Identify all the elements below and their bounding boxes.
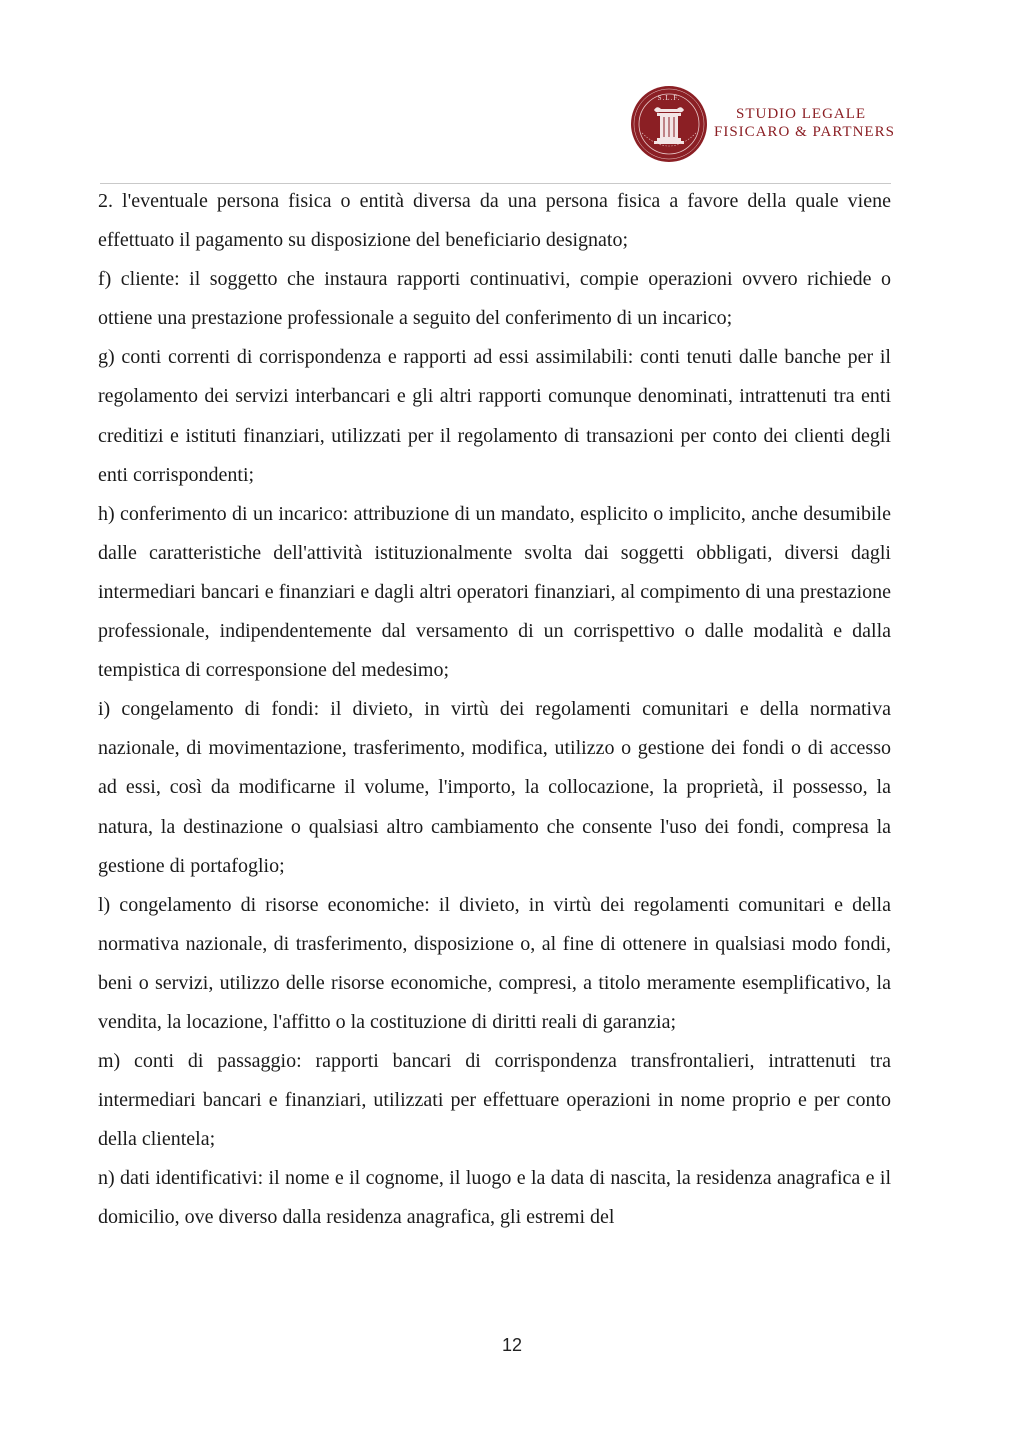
firm-name-line-2: FISICARO & PARTNERS — [714, 124, 895, 140]
paragraph: m) conti di passaggio: rapporti bancari di corrispondenza transfrontalieri, intrattenuti tra intermediari bancari e finanziari, utilizzati per effettuare operazioni in nome proprio e per conto della clientela; — [98, 1050, 891, 1151]
paragraph: i) congelamento di fondi: il divieto, in virtù dei regolamenti comunitari e della normativa nazionale, di movimentazione, trasferimento, modifica, utilizzo o gestione dei fondi o di accesso ad essi, così da modificarne il volume, l'importo, la collocazione, la proprietà, il possesso, la natura, la destinazione o qualsiasi altro cambiamento che consente l'uso dei fondi, compresa la gestione di portafoglio; — [98, 698, 891, 877]
paragraph: h) conferimento di un incarico: attribuzione di un mandato, esplicito o implicito, anche desumibile dalle caratteristiche dell'attività istituzionalmente svolta dai soggetti obbligati, diversi dagli intermediari bancari e finanziari e dagli altri operatori finanziari, al compimento di una prestazione professionale, indipendentemente dal versamento di un corrispettivo o dalle modalità e dalla tempistica di corresponsione del medesimo; — [98, 502, 891, 682]
paragraph: g) conti correnti di corrispondenza e rapporti ad essi assimilabili: conti tenuti dalle banche per il regolamento dei servizi interbancari e gli altri rapporti comunque denominati, intrattenuti tra enti creditizi e istituti finanziari, utilizzati per il regolamento di transazioni per conto dei clienti degli enti corrispondenti; — [98, 346, 891, 486]
paragraph: 2. l'eventuale persona fisica o entità diversa da una persona fisica a favore della quale viene effettuato il pagamento su disposizione del beneficiario designato; — [98, 190, 891, 252]
paragraph: n) dati identificativi: il nome e il cognome, il luogo e la data di nascita, la residenza anagrafica e il domicilio, ove diverso dalla residenza anagrafica, gli estremi del — [98, 1167, 891, 1229]
paragraph: l) congelamento di risorse economiche: il divieto, in virtù dei regolamenti comunitari e della normativa nazionale, di trasferimento, disposizione o, al fine di ottenere in qualsiasi modo fondi, beni o servizi, utilizzo delle risorse economiche, compresi, a titolo meramente esemplificativo, la vendita, la locazione, l'affitto o la costituzione di diritti reali di garanzia; — [98, 893, 891, 1033]
document-body — [98, 182, 891, 1238]
paragraph: f) cliente: il soggetto che instaura rapporti continuativi, compie operazioni ovvero richiede o ottiene una prestazione professionale a seguito del conferimento di un incarico; — [98, 268, 891, 330]
page-number: 12 — [501, 1335, 523, 1355]
law-firm-seal-logo — [630, 85, 708, 163]
firm-name-line-1: STUDIO LEGALE — [736, 106, 867, 122]
svg-text:S.L.F.: S.L.F. — [657, 94, 681, 102]
firm-name — [714, 105, 895, 141]
page-header — [630, 85, 900, 165]
